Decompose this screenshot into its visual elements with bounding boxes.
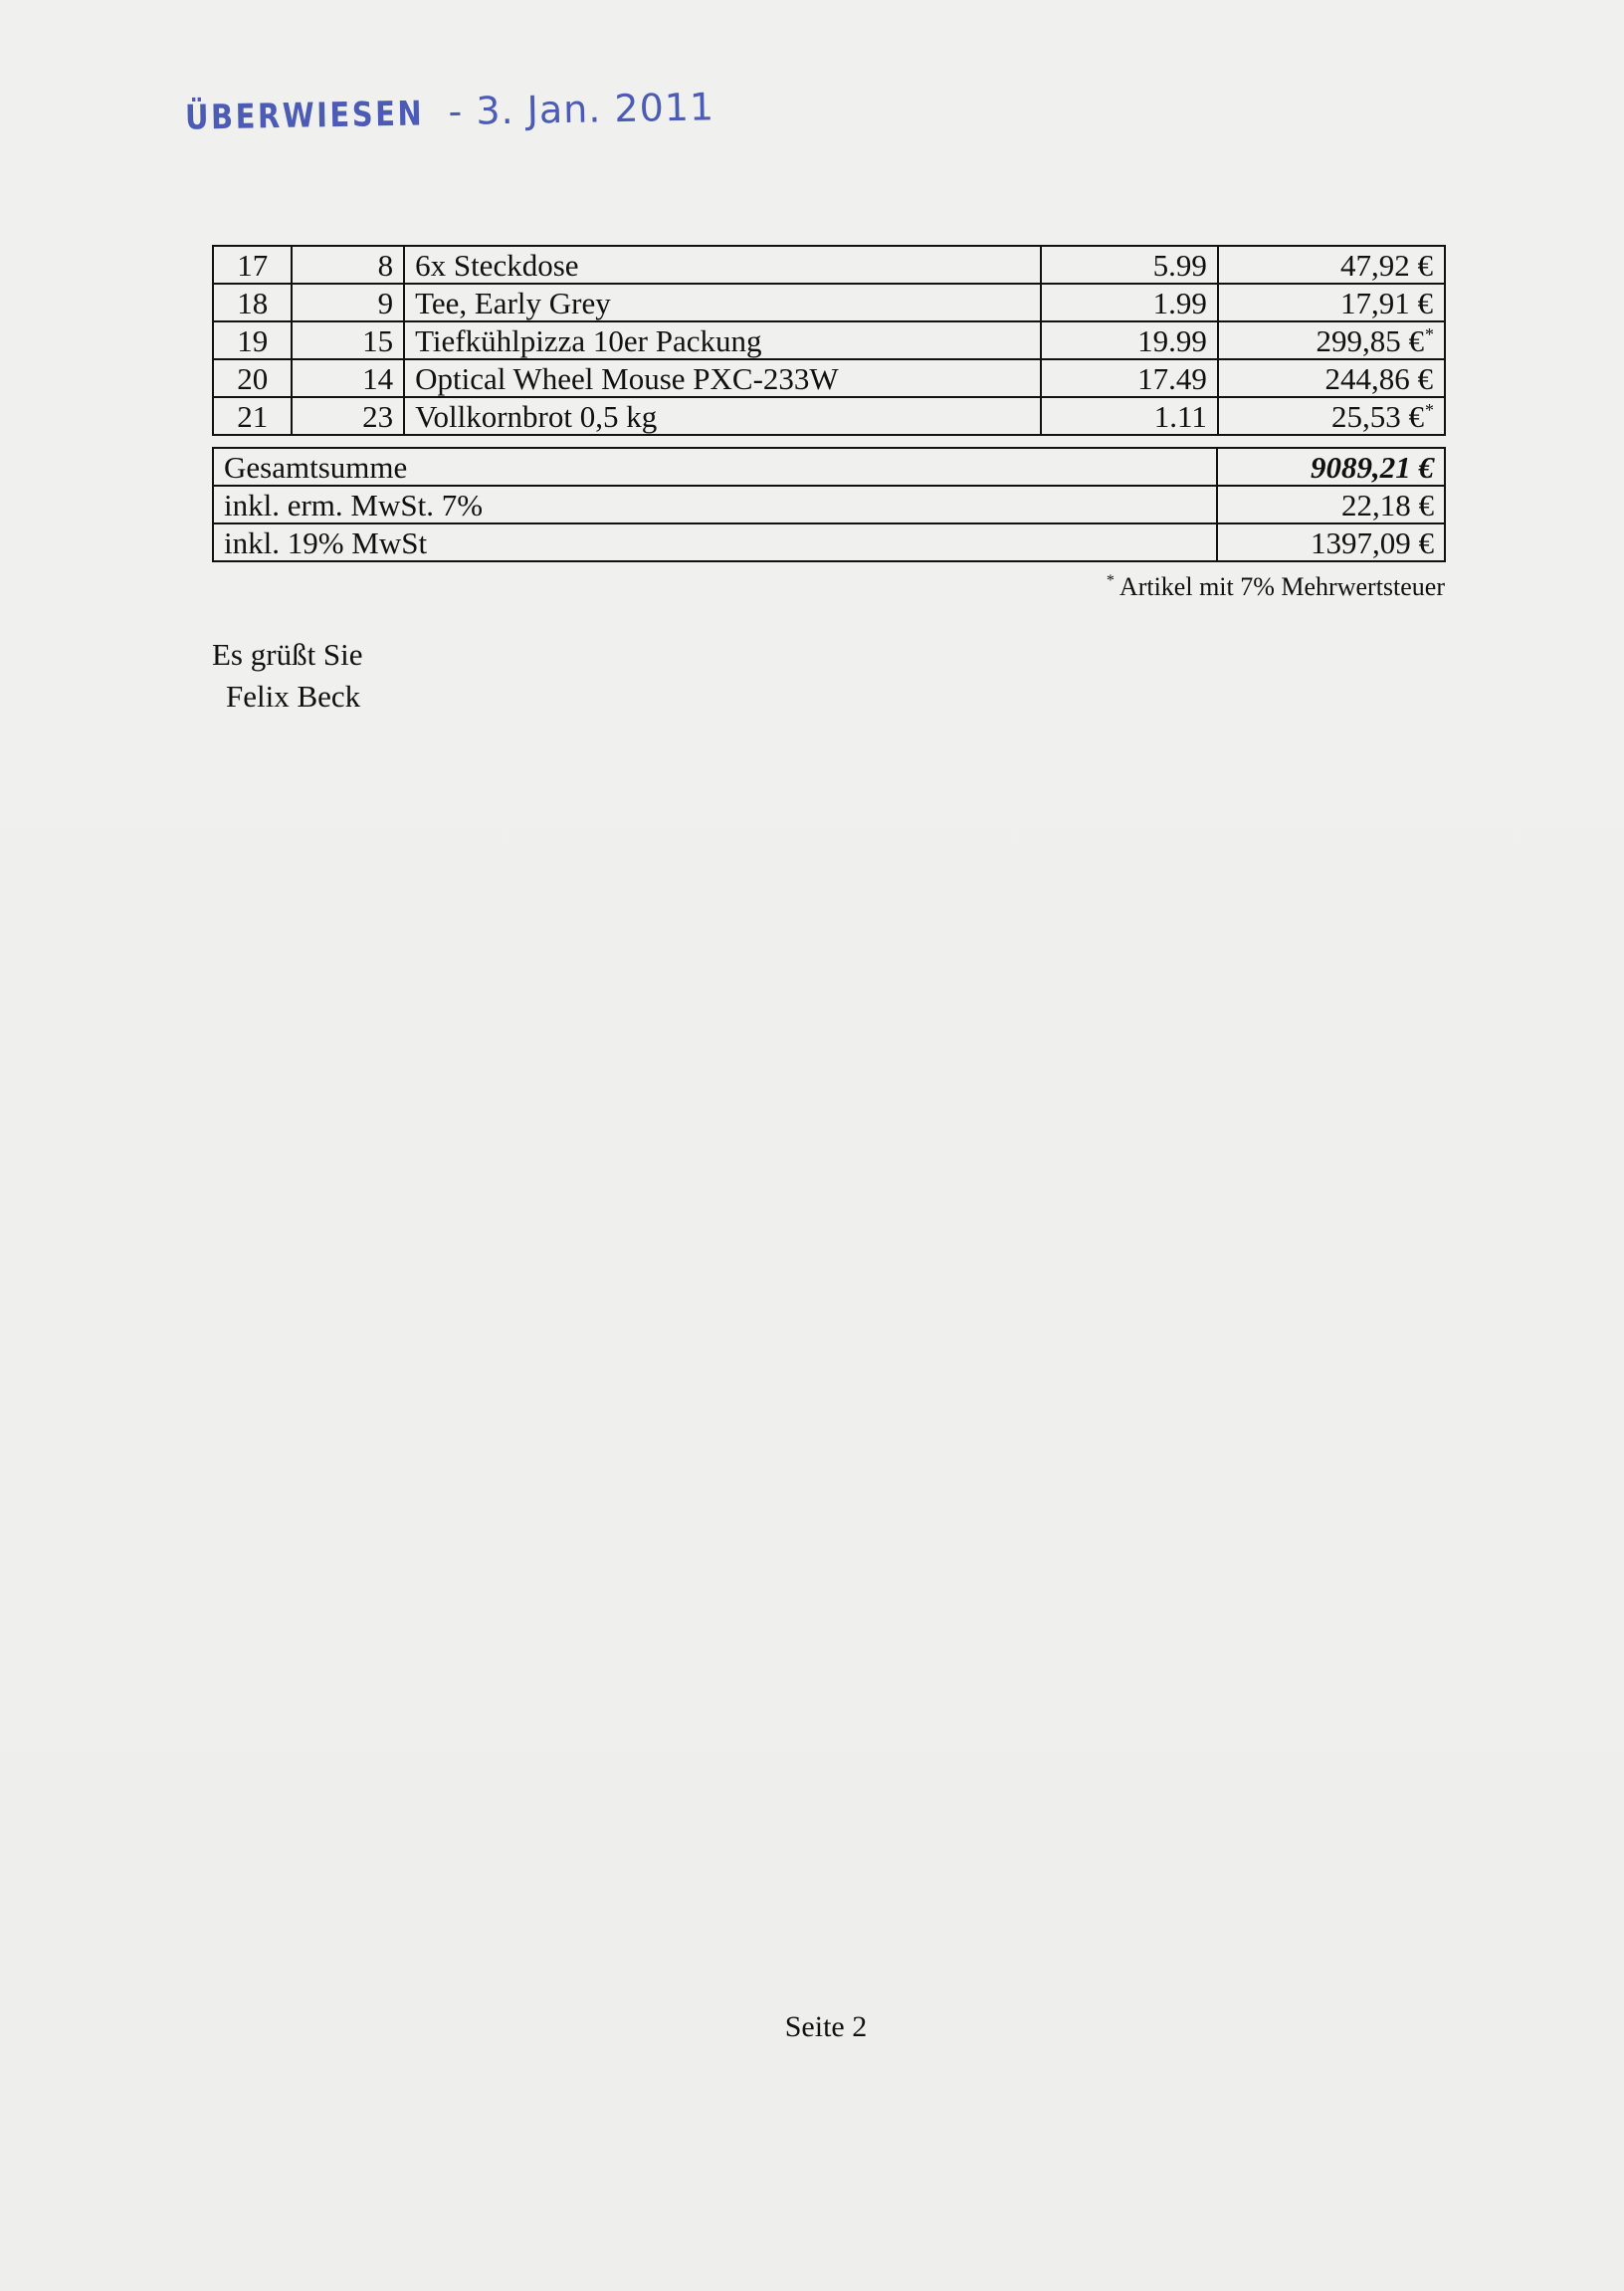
item-total (1218, 246, 1445, 284)
reduced-vat-label: inkl. erm. MwSt. 7% (213, 486, 1217, 523)
stamp-word: ÜBERWIESEN (184, 94, 425, 138)
item-description: Tiefkühlpizza 10er Packung (404, 321, 1041, 359)
items-table (212, 245, 1446, 436)
item-position: 20 (213, 359, 292, 397)
reduced-vat-row (213, 486, 1445, 523)
item-description: 6x Steckdose (404, 246, 1041, 284)
total-sum-label: Gesamtsumme (213, 448, 1217, 486)
item-quantity: 9 (292, 284, 404, 321)
reduced-vat-mark: * (1425, 323, 1434, 344)
item-position: 21 (213, 397, 292, 435)
table-row (213, 359, 1445, 397)
item-total-value: 17,91 € (1340, 285, 1433, 320)
item-description: Tee, Early Grey (404, 284, 1041, 321)
item-description: Vollkornbrot 0,5 kg (404, 397, 1041, 435)
item-total (1218, 397, 1445, 435)
vat-footnote (1106, 572, 1445, 602)
item-description: Optical Wheel Mouse PXC-233W (404, 359, 1041, 397)
item-unit-price: 17.49 (1041, 359, 1218, 397)
table-row (213, 246, 1445, 284)
item-quantity: 14 (292, 359, 404, 397)
total-sum-row (213, 448, 1445, 486)
item-total-value: 47,92 € (1340, 247, 1433, 283)
item-total (1218, 321, 1445, 359)
greeting-line: Es grüßt Sie (212, 637, 363, 672)
item-unit-price: 1.99 (1041, 284, 1218, 321)
standard-vat-label: inkl. 19% MwSt (213, 523, 1217, 561)
item-position: 18 (213, 284, 292, 321)
totals-table (212, 447, 1446, 562)
stamp-date: - 3. Jan. 2011 (448, 85, 715, 134)
table-row (213, 397, 1445, 435)
item-quantity: 15 (292, 321, 404, 359)
total-sum-value: 9089,21 € (1217, 448, 1445, 486)
item-unit-price: 19.99 (1041, 321, 1218, 359)
reduced-vat-mark: * (1425, 399, 1434, 420)
item-total-value: 299,85 € (1316, 322, 1424, 358)
item-total-value: 244,86 € (1324, 360, 1433, 396)
item-total (1218, 359, 1445, 397)
standard-vat-row (213, 523, 1445, 561)
item-position: 19 (213, 321, 292, 359)
item-unit-price: 1.11 (1041, 397, 1218, 435)
item-quantity: 23 (292, 397, 404, 435)
item-total (1218, 284, 1445, 321)
page-number: Seite 2 (784, 2010, 868, 2043)
table-row (213, 284, 1445, 321)
payment-stamp (185, 85, 715, 137)
item-total-value: 25,53 € (1331, 398, 1424, 434)
signer-name: Felix Beck (226, 679, 361, 714)
item-unit-price: 5.99 (1041, 246, 1218, 284)
reduced-vat-value: 22,18 € (1217, 486, 1445, 523)
item-quantity: 8 (292, 246, 404, 284)
table-row (213, 321, 1445, 359)
footnote-text: Artikel mit 7% Mehrwertsteuer (1118, 572, 1445, 601)
standard-vat-value: 1397,09 € (1217, 523, 1445, 561)
footnote-mark: * (1106, 572, 1115, 589)
closing-greeting (212, 634, 363, 718)
item-position: 17 (213, 246, 292, 284)
